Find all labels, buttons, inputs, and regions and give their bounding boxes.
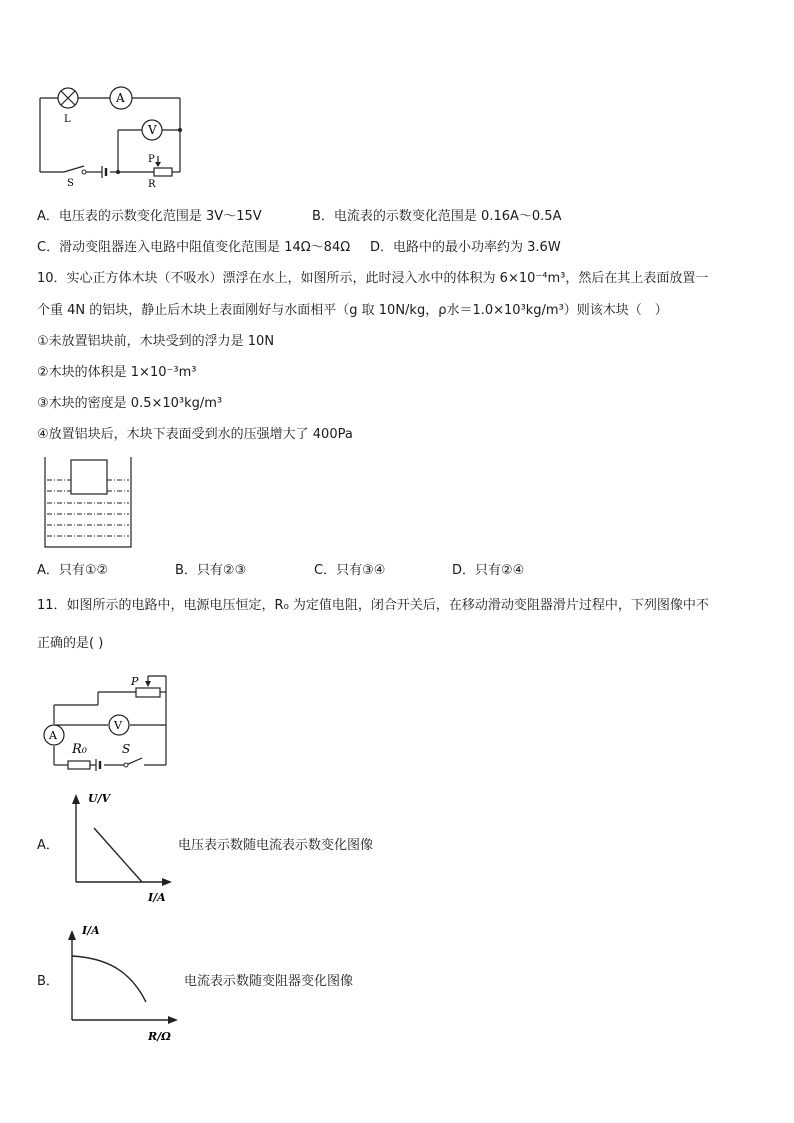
q11-slider-label: P — [131, 675, 139, 688]
q9-circuit-figure — [30, 80, 200, 190]
q9-option-b: B．电流表的示数变化范围是 0.16A～0.5A — [312, 209, 562, 224]
q11-option-a-graph — [68, 790, 178, 905]
q10-statement-1: ①未放置铝块前，木块受到的浮力是 10N — [37, 334, 275, 349]
q11-a-y-axis-label: U/V — [88, 792, 111, 805]
q10-stem-line-2: 个重 4N 的铝块，静止后木块上表面刚好与水面相平（g 取 10N/kg，ρ水＝1.0×10³kg/m³）则该木块（ ） — [37, 303, 668, 318]
q10-container-figure — [42, 455, 134, 550]
q11-voltmeter-label: V — [114, 719, 122, 732]
q11-option-a-letter: A． — [37, 838, 59, 853]
q10-statement-2: ②木块的体积是 1×10⁻³m³ — [37, 365, 197, 380]
q10-option-b: B．只有②③ — [175, 563, 247, 578]
q10-option-d: D．只有②④ — [452, 563, 525, 578]
q10-option-a: A．只有①② — [37, 563, 109, 578]
q9-option-d: D．电路中的最小功率约为 3.6W — [370, 240, 561, 255]
q11-b-x-axis-label: R/Ω — [148, 1030, 171, 1043]
q10-statement-3: ③木块的密度是 0.5×10³kg/m³ — [37, 396, 223, 411]
rheostat-label: R — [148, 179, 156, 190]
slider-label: P — [148, 154, 155, 165]
q10-option-c: C．只有③④ — [314, 563, 386, 578]
q9-option-a: A．电压表的示数变化范围是 3V～15V — [37, 209, 262, 224]
switch-label: S — [67, 178, 74, 189]
q11-option-b-graph — [64, 922, 184, 1042]
voltmeter-label: V — [148, 123, 157, 137]
q11-switch-label: S — [122, 742, 131, 756]
q11-ammeter-label: A — [49, 729, 57, 742]
q11-stem-line-2: 正确的是( ) — [37, 636, 104, 651]
q11-option-b-letter: B． — [37, 974, 59, 989]
q11-stem-line-1: 11．如图所示的电路中，电源电压恒定，R₀ 为定值电阻，闭合开关后，在移动滑动变阻器滑片过程中，下列图像中不 — [37, 598, 709, 613]
ammeter-label: A — [116, 91, 125, 105]
q11-r0-label: R₀ — [72, 742, 87, 757]
q11-option-a-caption: 电压表示数随电流表示数变化图像 — [178, 838, 374, 853]
q11-a-x-axis-label: I/A — [148, 891, 166, 904]
q10-statement-4: ④放置铝块后，木块下表面受到水的压强增大了 400Pa — [37, 427, 353, 442]
lamp-label: L — [64, 114, 71, 125]
q11-b-y-axis-label: I/A — [82, 924, 100, 937]
q11-circuit-figure — [38, 670, 173, 775]
q10-stem-line-1: 10．实心正方体木块（不吸水）漂浮在水上，如图所示，此时浸入水中的体积为 6×10⁻⁴m³，然后在其上表面放置一 — [37, 271, 709, 286]
q11-option-b-caption: 电流表示数随变阻器变化图像 — [184, 974, 354, 989]
q9-option-c: C．滑动变阻器连入电路中阻值变化范围是 14Ω～84Ω — [37, 240, 351, 255]
